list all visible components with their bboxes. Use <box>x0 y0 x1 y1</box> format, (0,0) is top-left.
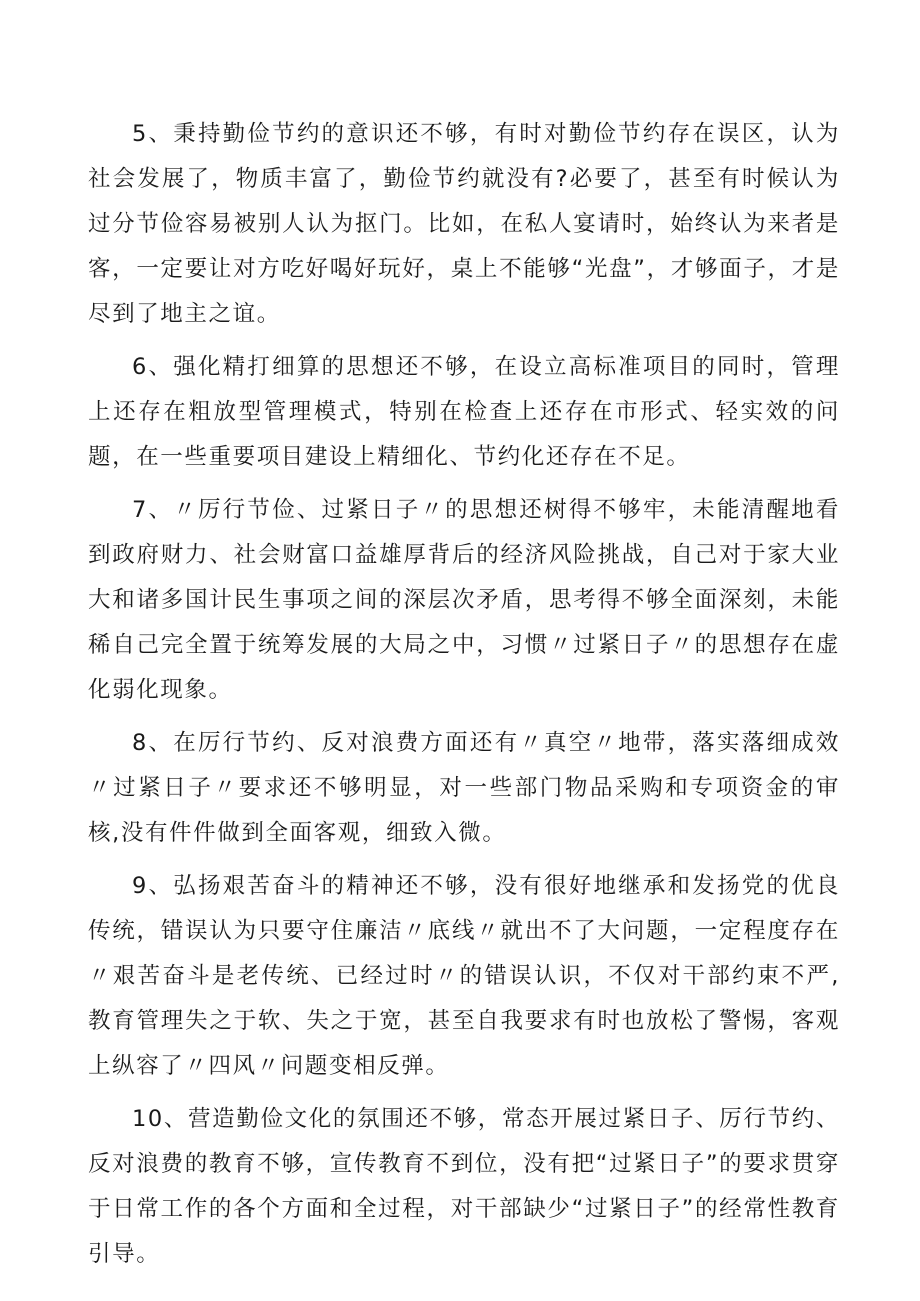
paragraph-item-8: 8、在厉行节约、反对浪费方面还有〃真空〃地带，落实落细成效〃过紧日子〃要求还不够明显，对一些部门物品采购和专项资金的审核,没有件件做到全面客观，细致入微。 <box>88 730 840 846</box>
paragraph-item-5: 5、秉持勤俭节约的意识还不够，有时对勤俭节约存在误区，认为社会发展了，物质丰富了，勤俭节约就没有?必要了，甚至有时候认为过分节俭容易被别人认为抠门。比如，在私人宴请时，始终认为来者是客，一定要让对方吃好喝好玩好，桌上不能够“光盘”，才够面子，才是尽到了地主之谊。 <box>88 121 840 327</box>
paragraph-item-6: 6、强化精打细算的思想还不够，在设立高标准项目的同时，管理上还存在粗放型管理模式，特别在检查上还存在市形式、轻实效的问题，在一些重要项目建设上精细化、节约化还存在不足。 <box>88 354 840 470</box>
document-body <box>88 112 840 1285</box>
paragraph-item-9: 9、弘扬艰苦奋斗的精神还不够，没有很好地继承和发扬党的优良传统，错误认为只要守住廉洁〃底线〃就出不了大问题，一定程度存在〃艰苦奋斗是老传统、已经过时〃的错误认识，不仅对干部约束不严,教育管理失之于软、失之于宽，甚至自我要求有时也放松了警惕，客观上纵容了〃四风〃问题变相反弹。 <box>88 873 840 1079</box>
paragraph-item-7: 7、〃厉行节俭、过紧日子〃的思想还树得不够牢，未能清醒地看到政府财力、社会财富口益雄厚背后的经济风险挑战，自己对于家大业大和诸多国计民生事项之间的深层次矛盾，思考得不够全面深刻，未能稀自己完全置于统筹发展的大局之中，习惯〃过紧日子〃的思想存在虚化弱化现象。 <box>88 497 840 703</box>
paragraph-item-10: 10、营造勤俭文化的氛围还不够，常态开展过紧日子、厉行节约、反对浪费的教育不够，宣传教育不到位，没有把“过紧日子”的要求贯穿于日常工作的各个方面和全过程，对干部缺少“过紧日子”的经常性教育引导。 <box>88 1106 840 1267</box>
